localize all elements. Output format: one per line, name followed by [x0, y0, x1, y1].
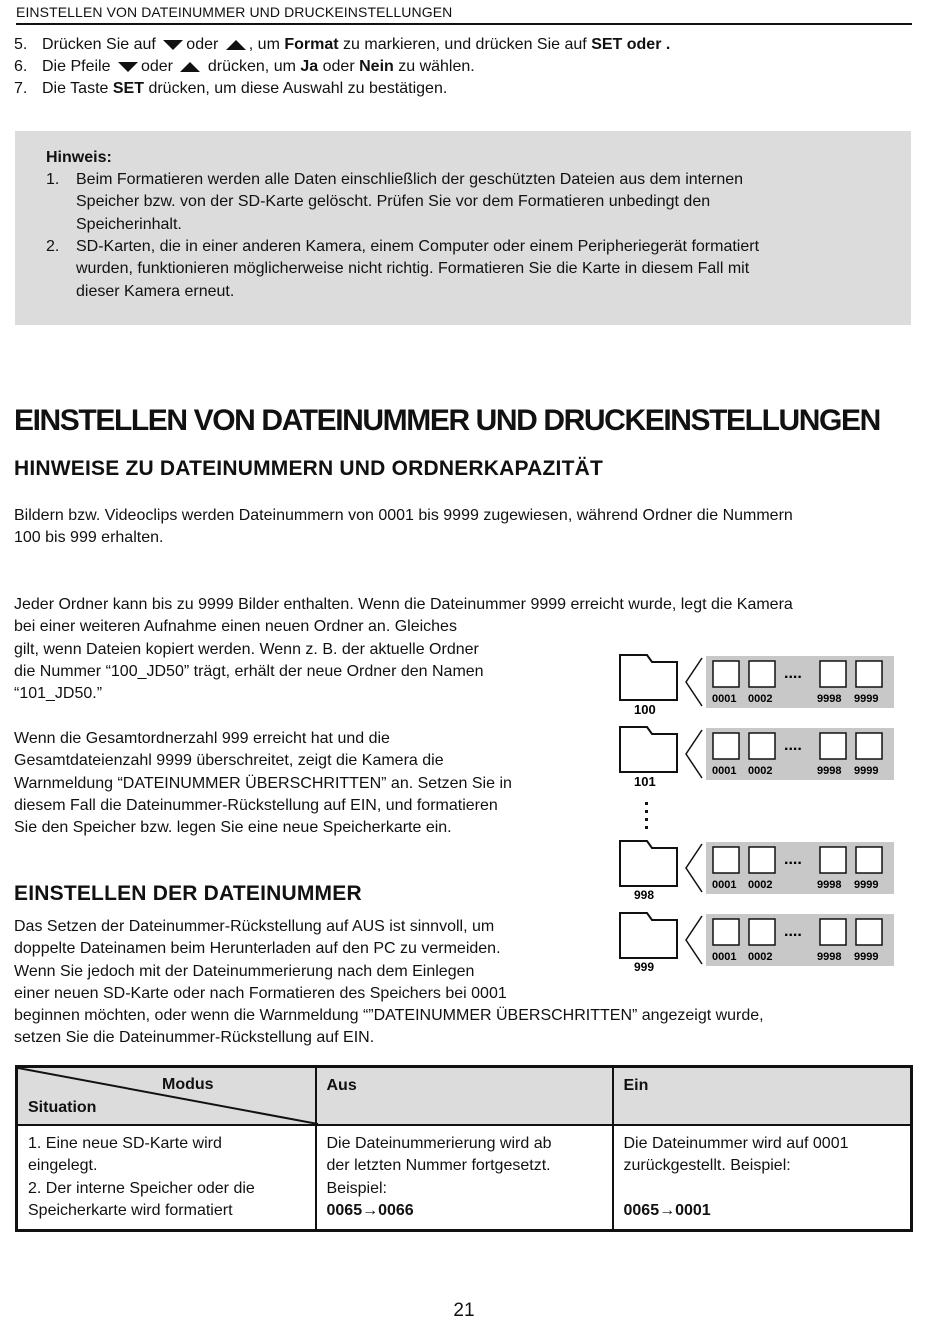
header-cell-diagonal: [17, 1067, 316, 1126]
section-heading-folder-capacity: HINWEISE ZU DATEINUMMERN UND ORDNERKAPAZITÄT: [14, 457, 603, 480]
bracket-shape: [686, 658, 702, 706]
file-label: 9998: [817, 765, 842, 777]
page-number: 21: [453, 1300, 475, 1321]
file-icon: [713, 661, 739, 687]
note-box: [15, 131, 911, 325]
header-cell-aus: Aus: [316, 1067, 613, 1126]
header-situation: Situation: [28, 1099, 97, 1116]
note-item-1: 1. Beim Formatieren werden alle Daten einschließlich der geschützten Dateien aus dem internen Speicher bzw. von der SD-Karte gelöscht. Prüfen Sie vor dem Formatieren unbedingt den Speicherinhalt.: [46, 171, 744, 233]
file-icon: [749, 847, 775, 873]
bracket-shape: [686, 730, 702, 778]
folder-label: 101: [634, 774, 656, 789]
step-5: 5. Drücken Sie auf oder , um Format zu markieren, und drücken Sie auf SET oder .: [14, 36, 671, 53]
folder-label: 998: [634, 888, 655, 902]
down-arrow-icon: [163, 40, 183, 50]
paragraph-reset-setting: Das Setzen der Dateinummer-Rückstellung auf AUS ist sinnvoll, um doppelte Dateinamen beim Herunterladen auf den PC zu vermeiden. Wenn Sie jedoch mit der Dateinummerierung nach dem Einlegen einer neuen SD-Karte oder nach Formatieren des Speichers bei 0001 beginnen möchten, oder wenn die Warnmeldung “”DATEINUMMER ÜBERSCHRITTEN” angezeigt wurde, setzen Sie die Dateinummer-Rückstellung auf EIN.: [14, 918, 764, 1047]
file-label: 0002: [748, 693, 773, 705]
step-6: 6. Die Pfeile oder drücken, um Ja oder Nein zu wählen.: [14, 58, 475, 75]
example-value: 0065→0066: [326, 1201, 414, 1219]
file-label: 0001: [712, 951, 737, 963]
down-arrow-icon: [118, 62, 138, 72]
folder-icon: [620, 655, 677, 700]
file-icon: [820, 919, 846, 945]
paragraph-limit-warning: Wenn die Gesamtordnerzahl 999 erreicht hat und die Gesamtdateienzahl 9999 überschreitet, zeigt die Kamera die Warnmeldung “DATEINUMMER ÜBERSCHRITTEN” an. Setzen Sie in diesem Fall die Dateinummer-Rückstellung auf EIN, und formatieren Sie den Speicher bzw. legen Sie eine neue Speicherkarte ein.: [14, 730, 512, 837]
folder-row-998: [620, 841, 894, 902]
step-7: 7. Die Taste SET drücken, um diese Auswahl zu bestätigen.: [14, 80, 448, 97]
folder-label: 999: [634, 960, 655, 974]
file-label: 0002: [748, 951, 773, 963]
ellipsis: ....: [784, 665, 802, 682]
file-label: 9998: [817, 879, 842, 891]
cell-aus: Die Dateinummerierung wird ab der letzten Nummer fortgesetzt. Beispiel: 0065→0066: [316, 1125, 613, 1231]
paragraph-file-numbers: Bildern bzw. Videoclips werden Dateinummern von 0001 bis 9999 zugewiesen, während Ordner die Nummern 100 bis 999 erhalten.: [14, 507, 793, 547]
folder-icon: [620, 727, 677, 772]
file-icon: [856, 919, 882, 945]
folder-icon: [620, 841, 677, 886]
note-item-2: 2. SD-Karten, die in einer anderen Kamera, einem Computer oder einem Peripheriegerät formatiert wurden, funktionieren möglicherweise nicht richtig. Formatieren Sie die Karte in diesem Fall mit dieser Kamera erneut.: [46, 238, 760, 300]
file-label: 9999: [854, 693, 879, 705]
bracket-shape: [686, 844, 702, 892]
file-icon: [749, 733, 775, 759]
up-arrow-icon: [180, 62, 200, 72]
file-icon: [856, 661, 882, 687]
file-icon: [820, 847, 846, 873]
file-label: 9998: [817, 693, 842, 705]
file-icon: [856, 733, 882, 759]
cell-situation: 1. Eine neue SD-Karte wird eingelegt. 2. Der interne Speicher oder die Speicherkarte wird formatiert: [17, 1125, 316, 1231]
section-heading-file-number: EINSTELLEN DER DATEINUMMER: [14, 882, 362, 905]
table-header-row: [17, 1067, 912, 1126]
file-label: 0002: [748, 765, 773, 777]
steps-list: [14, 34, 914, 100]
file-icon: [713, 733, 739, 759]
file-icon: [856, 847, 882, 873]
ellipsis: ....: [784, 923, 802, 940]
cell-ein: Die Dateinummer wird auf 0001 zurückgestellt. Beispiel: 0065→0001: [613, 1125, 912, 1231]
up-arrow-icon: [226, 40, 246, 50]
vertical-ellipsis-icon: [645, 802, 648, 829]
ellipsis: ....: [784, 737, 802, 754]
folder-row-101: [620, 727, 894, 789]
file-label: 9999: [854, 879, 879, 891]
ellipsis: ....: [784, 851, 802, 868]
running-header: EINSTELLEN VON DATEINUMMER UND DRUCKEINSTELLUNGEN: [16, 3, 912, 25]
folder-label: 100: [634, 702, 656, 717]
header-cell-ein: Ein: [613, 1067, 912, 1126]
example-value: 0065→0001: [623, 1201, 711, 1219]
file-label: 0001: [712, 879, 737, 891]
paragraph-folder-capacity: Jeder Ordner kann bis zu 9999 Bilder enthalten. Wenn die Dateinummer 9999 erreicht wurde, legt die Kamera bei einer weiteren Aufnahme einen neuen Ordner an. Gleiches gilt, wenn Dateien kopiert werden. Wenn z. B. der aktuelle Ordner die Nummer “100_JD50” trägt, erhält der neue Ordner den Namen “101_JD50.”: [14, 596, 793, 703]
file-label: 0001: [712, 765, 737, 777]
file-label: 0001: [712, 693, 737, 705]
file-label: 9998: [817, 951, 842, 963]
file-label: 9999: [854, 765, 879, 777]
file-label: 0002: [748, 879, 773, 891]
file-label: 9999: [854, 951, 879, 963]
folder-row-100: [620, 655, 894, 717]
mode-table: [15, 1065, 913, 1232]
page-title: EINSTELLEN VON DATEINUMMER UND DRUCKEINSTELLUNGEN: [14, 404, 880, 437]
file-icon: [713, 847, 739, 873]
file-icon: [820, 661, 846, 687]
note-title: Hinweis:: [46, 149, 112, 166]
file-icon: [820, 733, 846, 759]
header-modus: Modus: [162, 1076, 214, 1093]
table-row: [17, 1125, 912, 1231]
file-icon: [749, 661, 775, 687]
